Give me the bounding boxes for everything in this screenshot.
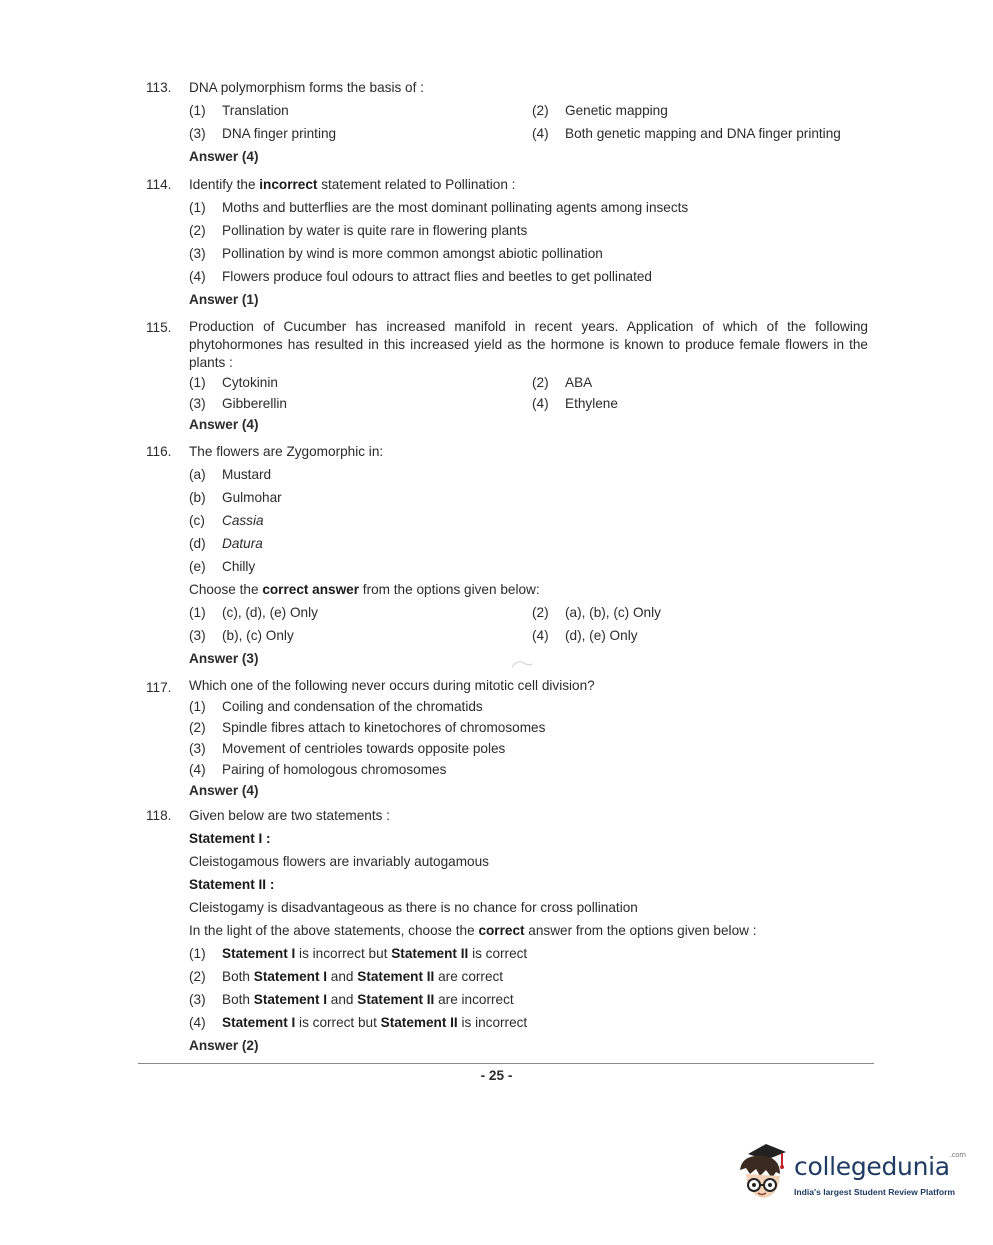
option: (3) (b), (c) Only (189, 628, 294, 643)
option: (3) Movement of centrioles towards opposite poles (189, 741, 506, 756)
option: (2) Both Statement I and Statement II are correct (189, 969, 504, 984)
statement-2-text: Cleistogamy is disadvantageous as there is no chance for cross pollination (189, 900, 638, 915)
scan-mark-icon (510, 658, 534, 670)
option: (2) Pollination by water is quite rare in flowering plants (189, 223, 528, 238)
list-item: (e) Chilly (189, 559, 256, 574)
option: (3) DNA finger printing (189, 126, 337, 141)
footer-divider (138, 1063, 874, 1064)
option: (1) Moths and butterflies are the most dominant pollinating agents among insects (189, 200, 689, 215)
option: (1) Translation (189, 103, 289, 118)
answer: Answer (3) (189, 651, 259, 666)
question-stem: Production of Cucumber has increased manifold in recent years. Application of which of the following phytohormones has resulted in this increased yield as the hormone is known to produce female flowers in the plants : (189, 319, 868, 370)
statement-2-label: Statement II : (189, 877, 275, 892)
question-stem: Identify the incorrect statement related to Pollination : (189, 177, 516, 192)
option: (2) Genetic mapping (532, 103, 668, 118)
list-item: (b) Gulmohar (189, 490, 282, 505)
question-number: 113. (146, 80, 172, 95)
list-item: (c) Cassia (189, 513, 264, 528)
list-item: (a) Mustard (189, 467, 272, 482)
question-stem: Which one of the following never occurs during mitotic cell division? (189, 678, 595, 693)
statement-1-label: Statement I : (189, 831, 271, 846)
brand-tagline: India's largest Student Review Platform (794, 1187, 956, 1197)
option: (4) Flowers produce foul odours to attract flies and beetles to get pollinated (189, 269, 652, 284)
option: (4) Pairing of homologous chromosomes (189, 762, 447, 777)
brand-name: collegedunia$^{.com}$ (794, 1151, 966, 1181)
option: (3) Pollination by wind is more common amongst abiotic pollination (189, 246, 603, 261)
option: (1) (c), (d), (e) Only (189, 605, 318, 620)
question-stem: Given below are two statements : (189, 808, 390, 823)
list-item: (d) Datura (189, 536, 263, 551)
option: (3) Gibberellin (189, 396, 287, 411)
option: (1) Cytokinin (189, 375, 278, 390)
choose-instruction: Choose the correct answer from the options given below: (189, 582, 540, 597)
page-number: - 25 - (480, 1068, 513, 1083)
answer: Answer (1) (189, 292, 259, 307)
option: (4) (d), (e) Only (532, 628, 638, 643)
answer: Answer (2) (189, 1038, 259, 1053)
answer: Answer (4) (189, 149, 259, 164)
question-stem: DNA polymorphism forms the basis of : (189, 80, 424, 95)
option: (3) Both Statement I and Statement II are incorrect (189, 992, 514, 1007)
option: (4) Ethylene (532, 396, 618, 411)
question-number: 116. (146, 444, 172, 459)
option: (1) Coiling and condensation of the chromatids (189, 699, 483, 714)
option: (4) Both genetic mapping and DNA finger printing (532, 126, 841, 141)
statement-1-text: Cleistogamous flowers are invariably autogamous (189, 854, 489, 869)
question-stem: The flowers are Zygomorphic in: (189, 444, 384, 459)
answer: Answer (4) (189, 783, 259, 798)
choose-instruction: In the light of the above statements, choose the correct answer from the options given below : (189, 923, 757, 938)
option: (2) Spindle fibres attach to kinetochores of chromosomes (189, 720, 546, 735)
mascot-icon (736, 1140, 794, 1210)
question-number: 115. (146, 320, 172, 335)
option: (4) Statement I is correct but Statement II is incorrect (189, 1015, 528, 1030)
question-number: 118. (146, 808, 172, 823)
option: (1) Statement I is incorrect but Statement II is correct (189, 946, 528, 961)
question-number: 114. (146, 177, 172, 192)
option: (2) (a), (b), (c) Only (532, 605, 661, 620)
collegedunia-logo (736, 1140, 966, 1210)
answer: Answer (4) (189, 417, 259, 432)
question-number: 117. (146, 680, 172, 695)
option: (2) ABA (532, 375, 593, 390)
